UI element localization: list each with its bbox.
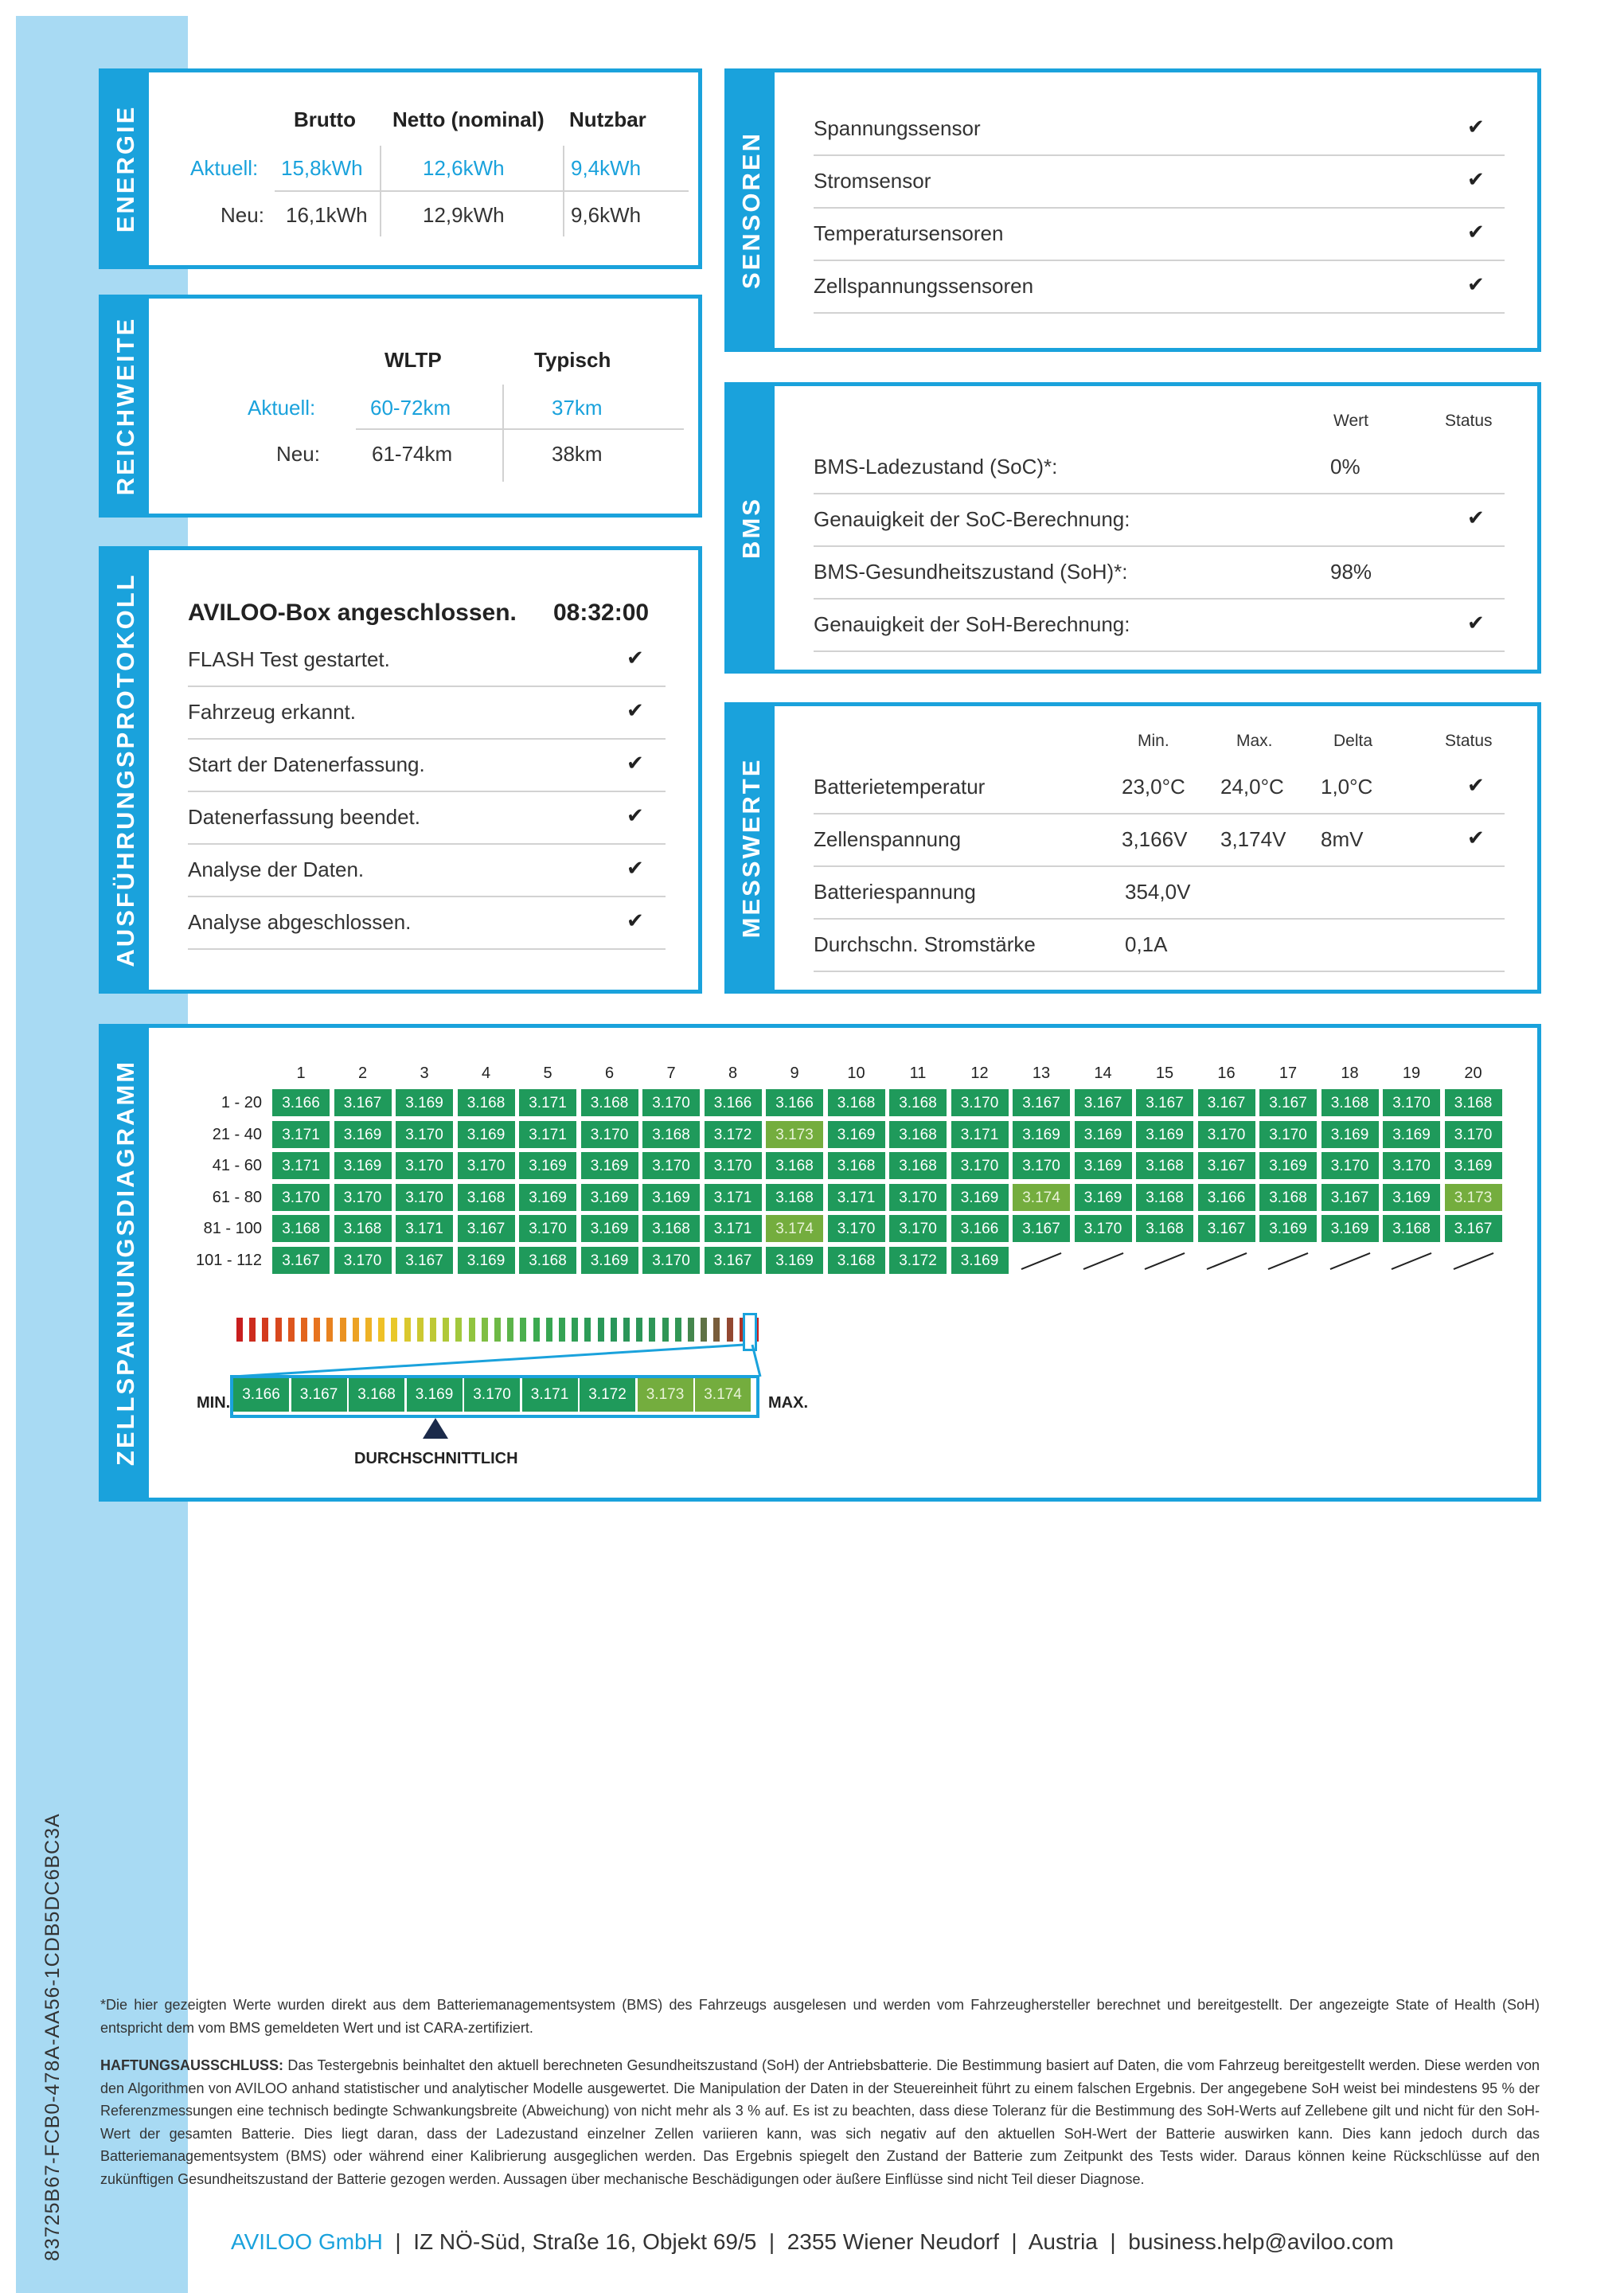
voltage-cell: 3.170 [1321, 1151, 1380, 1180]
row-divider [814, 493, 1505, 494]
empty-cell-mark [1206, 1252, 1247, 1269]
voltage-cell: 3.170 [1444, 1120, 1503, 1149]
voltage-cell: 3.168 [457, 1088, 516, 1117]
empty-cell-mark [1145, 1252, 1185, 1269]
voltage-cell: 3.169 [642, 1183, 701, 1212]
sensoren-title: SENSOREN [737, 131, 765, 289]
voltage-cell: 3.168 [827, 1151, 886, 1180]
voltage-cell: 3.170 [951, 1088, 1009, 1117]
check-icon: ✔ [1467, 826, 1485, 850]
voltage-cell: 3.169 [765, 1246, 824, 1275]
protokoll-item: FLASH Test gestartet. [188, 647, 390, 671]
messwerte-col-max: Max. [1236, 732, 1273, 750]
protokoll-item: Fahrzeug erkannt. [188, 700, 357, 724]
bms-title: BMS [737, 497, 765, 559]
voltage-cell: 3.167 [1012, 1214, 1071, 1243]
voltage-cell: 3.170 [334, 1183, 392, 1212]
voltage-cell: 3.168 [457, 1183, 516, 1212]
energie-aktuell-label: Aktuell: [190, 156, 259, 180]
sensor-item: Temperatursensoren [814, 221, 1004, 245]
voltage-cell: 3.170 [395, 1120, 454, 1149]
check-icon: ✔ [627, 908, 644, 932]
row-divider [814, 312, 1505, 314]
voltage-cell: 3.170 [334, 1246, 392, 1275]
grid-col-header: 13 [1032, 1064, 1051, 1082]
voltage-cell: 3.171 [704, 1214, 763, 1243]
voltage-cell: 3.170 [1259, 1120, 1318, 1149]
row-divider [814, 545, 1505, 547]
average-marker-icon [420, 1416, 451, 1440]
diagramm-tab [103, 1028, 149, 1498]
row-divider [188, 791, 666, 792]
scale-divider [405, 1378, 407, 1412]
voltage-cell: 3.167 [1444, 1214, 1503, 1243]
grid-col-header: 11 [909, 1064, 927, 1082]
reichweite-aktuell-label: Aktuell: [248, 396, 316, 420]
voltage-cell: 3.169 [457, 1246, 516, 1275]
voltage-cell: 3.170 [642, 1246, 701, 1275]
voltage-cell: 3.170 [518, 1214, 577, 1243]
energie-col-divider [380, 146, 381, 236]
check-icon: ✔ [627, 856, 644, 880]
empty-cell-mark [1453, 1252, 1493, 1269]
voltage-cell: 3.168 [1444, 1088, 1503, 1117]
check-icon: ✔ [1467, 506, 1485, 529]
energie-row-divider [275, 190, 689, 192]
messwert-row-label: Zellenspannung [814, 827, 962, 851]
row-divider [814, 971, 1505, 972]
messwert-row-label: Batterietemperatur [814, 775, 986, 799]
voltage-cell: 3.170 [888, 1214, 947, 1243]
grid-col-header: 1 [296, 1064, 306, 1082]
grid-col-header: 16 [1217, 1064, 1236, 1082]
energie-aktuell-brutto: 15,8kWh [281, 156, 363, 180]
voltage-cell: 3.170 [827, 1214, 886, 1243]
bms-col-wert: Wert [1333, 412, 1368, 430]
voltage-cell: 3.168 [642, 1120, 701, 1149]
check-icon: ✔ [1467, 272, 1485, 296]
scale-cell: 3.174 [695, 1378, 751, 1412]
footer-company: AVILOO GmbH [231, 2229, 383, 2254]
voltage-cell: 3.169 [951, 1246, 1009, 1275]
energie-neu-label: Neu: [221, 203, 264, 227]
voltage-cell: 3.168 [765, 1151, 824, 1180]
row-divider [188, 843, 666, 845]
scale-cell: 3.171 [522, 1378, 578, 1412]
voltage-cell: 3.169 [1382, 1183, 1441, 1212]
voltage-cell: 3.170 [395, 1183, 454, 1212]
protokoll-item: Start der Datenerfassung. [188, 752, 425, 776]
bms-row-label: Genauigkeit der SoC-Berechnung: [814, 507, 1130, 531]
grid-col-header: 5 [543, 1064, 552, 1082]
protokoll-item: Datenerfassung beendet. [188, 805, 420, 829]
voltage-cell: 3.167 [1012, 1088, 1071, 1117]
voltage-cell: 3.167 [704, 1246, 763, 1275]
voltage-cell: 3.169 [827, 1120, 886, 1149]
voltage-cell: 3.169 [1012, 1120, 1071, 1149]
reichweite-header-typisch: Typisch [534, 348, 611, 372]
voltage-cell: 3.168 [827, 1246, 886, 1275]
voltage-cell: 3.168 [642, 1214, 701, 1243]
protokoll-tab [103, 550, 149, 990]
voltage-cell: 3.167 [334, 1088, 392, 1117]
reichweite-title: REICHWEITE [111, 316, 139, 496]
voltage-cell: 3.167 [1197, 1088, 1256, 1117]
grid-row-label: 41 - 60 [212, 1157, 262, 1174]
voltage-cell: 3.169 [457, 1120, 516, 1149]
check-icon: ✔ [1467, 611, 1485, 635]
grid-row-label: 101 - 112 [195, 1251, 262, 1269]
messwerte-col-min: Min. [1138, 732, 1169, 750]
energie-title: ENERGIE [111, 104, 139, 233]
connector-line [233, 1345, 744, 1377]
voltage-cell: 3.167 [1135, 1088, 1194, 1117]
grid-col-header: 2 [357, 1064, 368, 1082]
voltage-cell: 3.166 [765, 1088, 824, 1117]
grid-col-header: 8 [728, 1064, 738, 1082]
voltage-cell: 3.168 [1135, 1214, 1194, 1243]
check-icon: ✔ [627, 803, 644, 827]
voltage-cell: 3.168 [888, 1151, 947, 1180]
voltage-cell: 3.169 [334, 1120, 392, 1149]
check-icon: ✔ [1467, 220, 1485, 244]
scale-divider [463, 1378, 464, 1412]
document-id: 83725B67-FCB0-478A-AA56-1CDB5DC6BC3A [41, 1813, 64, 2261]
voltage-cell: 3.170 [1197, 1120, 1256, 1149]
voltage-cell: 3.167 [1321, 1183, 1380, 1212]
protokoll-time: 08:32:00 [553, 600, 650, 626]
voltage-cell: 3.169 [518, 1151, 577, 1180]
disclaimer-label: HAFTUNGSAUSSCHLUSS: [100, 2057, 284, 2073]
reichweite-row-divider [356, 428, 684, 430]
grid-row-label: 61 - 80 [212, 1188, 262, 1206]
voltage-cell: 3.171 [704, 1183, 763, 1212]
scale-cell: 3.167 [291, 1378, 347, 1412]
messwerte-tab [728, 706, 775, 990]
voltage-cell: 3.170 [704, 1151, 763, 1180]
voltage-cell: 3.166 [704, 1088, 763, 1117]
scale-cell: 3.166 [233, 1378, 289, 1412]
grid-col-header: 9 [790, 1064, 799, 1082]
energie-aktuell-nutzbar: 9,4kWh [571, 156, 642, 180]
voltage-cell: 3.168 [1382, 1214, 1441, 1243]
grid-col-header: 15 [1155, 1064, 1174, 1082]
grid-col-header: 10 [847, 1064, 865, 1082]
voltage-cell: 3.170 [1074, 1214, 1133, 1243]
grid-col-header: 3 [420, 1064, 429, 1082]
bms-row-value: 98% [1330, 560, 1372, 584]
messwert-min: 354,0V [1125, 880, 1191, 904]
reichweite-neu-wltp: 61-74km [372, 442, 453, 466]
grid-row-label: 1 - 20 [221, 1094, 262, 1111]
voltage-cell: 3.167 [1074, 1088, 1133, 1117]
voltage-cell: 3.171 [518, 1088, 577, 1117]
voltage-cell: 3.170 [951, 1151, 1009, 1180]
empty-cell-mark [1021, 1252, 1062, 1269]
row-divider [188, 896, 666, 897]
protokoll-title: AUSFÜHRUNGSPROTOKOLL [111, 572, 139, 967]
row-divider [814, 260, 1505, 261]
voltage-cell: 3.169 [1259, 1151, 1318, 1180]
sensoren-panel [724, 68, 1541, 352]
diagramm-title: ZELLSPANNUNGSDIAGRAMM [111, 1059, 139, 1467]
reichweite-neu-typisch: 38km [552, 442, 603, 466]
energie-header-nutzbar: Nutzbar [569, 107, 646, 131]
protokoll-heading: AVILOO-Box angeschlossen. [188, 600, 517, 626]
voltage-cell: 3.167 [271, 1246, 330, 1275]
row-divider [188, 948, 666, 950]
energie-aktuell-netto: 12,6kWh [423, 156, 505, 180]
empty-cell-mark [1083, 1252, 1123, 1269]
messwert-row-label: Batteriespannung [814, 880, 976, 904]
row-divider [814, 865, 1505, 867]
voltage-cell: 3.168 [334, 1214, 392, 1243]
voltage-cell: 3.168 [518, 1246, 577, 1275]
grid-col-header: 4 [481, 1064, 491, 1082]
voltage-cell: 3.170 [888, 1183, 947, 1212]
bms-row-value: 0% [1330, 455, 1360, 479]
reichweite-panel [99, 295, 702, 518]
energie-tab [103, 72, 149, 265]
voltage-cell: 3.169 [518, 1183, 577, 1212]
voltage-cell: 3.169 [1074, 1151, 1133, 1180]
sensor-item: Zellspannungssensoren [814, 274, 1034, 298]
voltage-cell: 3.169 [580, 1246, 639, 1275]
voltage-cell: 3.169 [580, 1151, 639, 1180]
row-divider [188, 738, 666, 740]
voltage-cell: 3.171 [518, 1120, 577, 1149]
voltage-cell: 3.170 [1382, 1088, 1441, 1117]
voltage-cell: 3.168 [1259, 1183, 1318, 1212]
voltage-cell: 3.170 [271, 1183, 330, 1212]
check-icon: ✔ [627, 698, 644, 722]
voltage-cell: 3.172 [888, 1246, 947, 1275]
voltage-cell: 3.169 [334, 1151, 392, 1180]
bms-col-status: Status [1445, 412, 1493, 430]
messwert-min: 0,1A [1125, 932, 1168, 956]
messwert-row-label: Durchschn. Stromstärke [814, 932, 1036, 956]
sensoren-tab [728, 72, 775, 348]
grid-col-header: 17 [1279, 1064, 1298, 1082]
row-divider [814, 598, 1505, 600]
check-icon: ✔ [1467, 167, 1485, 191]
energie-neu-nutzbar: 9,6kWh [571, 203, 642, 227]
disclaimer-text: Das Testergebnis beinhaltet den aktuell berechneten Gesundheitszustand (SoH) der Antriebsbatterie. Die Bestimmung basiert auf Daten, die vom Fahrzeug bereitgestellt werden. Diese werden von den Algorithmen von AVILOO anhand statistischer und analytischer Modelle ausgewertet. Die Manipulation der Daten in der Steuereinheit führt zu einem falschen Ergebnis. Der angegebene SoH weist bei mindestens 95 % der Referenzmessungen eine technisch bedingte Schwankungsbreite (Abweichung) von nicht mehr als 3 % auf. Es ist zu beachten, dass diese Toleranz für die Bestimmung des SoH-Werts auf Zellebene gilt und nicht für den SoH-Wert der gesamten Batterie. Dies liegt daran, dass der Ladezustand einzelner Zellen variieren kann, was sich negativ auf den aktuellen SoH-Wert der Batterie auswirken kann. Dies kann jedoch durch das Batteriemanagementsystem (BMS) oder während einer Kalibrierung ausgeglichen werden. Das Ergebnis spiegelt den Zustand der Batterie zum Zeitpunkt des Tests wider. Daraus können keine Rückschlüsse auf den zukünftigen Gesundheitszustand der Batterie gezogen werden. Aussagen über mechanische Beschädigungen oder äußere Einflüsse sind nicht Teil dieser Diagnose. [100, 2057, 1540, 2187]
energie-header-netto: Netto (nominal) [392, 107, 545, 131]
scale-divider [347, 1378, 349, 1412]
diagramm-panel [99, 1024, 1541, 1502]
scale-divider [521, 1378, 522, 1412]
voltage-cell: 3.171 [951, 1120, 1009, 1149]
grid-col-header: 7 [666, 1064, 676, 1082]
grid-col-header: 14 [1094, 1064, 1112, 1082]
messwert-delta: 1,0°C [1321, 775, 1373, 799]
voltage-cell: 3.169 [1382, 1120, 1441, 1149]
voltage-cell: 3.169 [395, 1088, 454, 1117]
voltage-cell: 3.174 [1012, 1183, 1071, 1212]
messwerte-col-status: Status [1445, 732, 1493, 750]
reichweite-col-divider [502, 385, 504, 482]
voltage-cell: 3.169 [1135, 1120, 1194, 1149]
voltage-cell: 3.170 [1382, 1151, 1441, 1180]
scale-max-label: MAX. [768, 1394, 808, 1412]
voltage-cell: 3.169 [1259, 1214, 1318, 1243]
energie-neu-brutto: 16,1kWh [286, 203, 368, 227]
scale-divider [290, 1378, 291, 1412]
voltage-cell: 3.168 [888, 1088, 947, 1117]
voltage-cell: 3.170 [457, 1151, 516, 1180]
scale-divider [693, 1378, 695, 1412]
bms-row-label: BMS-Ladezustand (SoC)*: [814, 455, 1058, 479]
voltage-cell: 3.168 [888, 1120, 947, 1149]
reichweite-neu-label: Neu: [276, 442, 320, 466]
row-divider [814, 207, 1505, 209]
voltage-cell: 3.173 [1444, 1183, 1503, 1212]
footer [231, 2229, 1394, 2255]
grid-col-header: 12 [970, 1064, 989, 1082]
messwert-min: 3,166V [1122, 827, 1188, 851]
footer-address: | IZ NÖ-Süd, Straße 16, Objekt 69/5 | 2355 Wiener Neudorf | Austria | [382, 2229, 1129, 2254]
voltage-cell: 3.167 [1197, 1151, 1256, 1180]
messwerte-col-delta: Delta [1333, 732, 1373, 750]
grid-col-header: 20 [1464, 1064, 1482, 1082]
footnote: *Die hier gezeigten Werte wurden direkt aus dem Batteriemanagementsystem (BMS) des Fahrzeugs ausgelesen und werden vom Fahrzeughersteller berechnet und bereitgestellt. Der angezeigte State of Health (SoH) entspricht dem vom BMS gemeldeten Wert und ist CARA-zertifiziert. [100, 1997, 1540, 2036]
voltage-cell: 3.171 [271, 1120, 330, 1149]
voltage-cell: 3.171 [827, 1183, 886, 1212]
connector-line [752, 1345, 760, 1377]
sensor-item: Stromsensor [814, 169, 931, 193]
scale-cell: 3.172 [580, 1378, 635, 1412]
messwert-max: 24,0°C [1220, 775, 1284, 799]
protokoll-panel [99, 546, 702, 994]
row-divider [814, 650, 1505, 652]
row-divider [814, 813, 1505, 814]
messwert-min: 23,0°C [1122, 775, 1185, 799]
check-icon: ✔ [1467, 115, 1485, 139]
scale-cell: 3.168 [349, 1378, 404, 1412]
scale-cell: 3.170 [464, 1378, 520, 1412]
grid-row-label: 81 - 100 [203, 1220, 262, 1237]
row-divider [814, 918, 1505, 920]
voltage-cell: 3.168 [1135, 1183, 1194, 1212]
disclaimer [100, 2054, 1540, 2190]
protokoll-item: Analyse abgeschlossen. [188, 910, 412, 934]
voltage-cell: 3.167 [457, 1214, 516, 1243]
voltage-cell: 3.168 [765, 1183, 824, 1212]
scale-cell: 3.169 [407, 1378, 463, 1412]
voltage-cell: 3.171 [271, 1151, 330, 1180]
messwerte-title: MESSWERTE [737, 757, 765, 939]
scale-average-label: DURCHSCHNITTLICH [354, 1450, 518, 1467]
sensor-item: Spannungssensor [814, 116, 981, 140]
bms-tab [728, 386, 775, 670]
bms-panel [724, 382, 1541, 674]
voltage-cell: 3.172 [704, 1120, 763, 1149]
reichweite-aktuell-wltp: 60-72km [370, 396, 451, 420]
reichweite-tab [103, 299, 149, 514]
messwert-max: 3,174V [1220, 827, 1286, 851]
voltage-cell: 3.170 [642, 1088, 701, 1117]
voltage-cell: 3.169 [1074, 1183, 1133, 1212]
voltage-cell: 3.166 [1197, 1183, 1256, 1212]
voltage-cell: 3.166 [951, 1214, 1009, 1243]
grid-col-header: 19 [1402, 1064, 1421, 1082]
voltage-cell: 3.168 [580, 1088, 639, 1117]
voltage-cell: 3.169 [1321, 1120, 1380, 1149]
voltage-cell: 3.174 [765, 1214, 824, 1243]
reichweite-aktuell-typisch: 37km [552, 396, 603, 420]
protokoll-item: Analyse der Daten. [188, 857, 365, 881]
energie-neu-netto: 12,9kWh [423, 203, 505, 227]
voltage-cell: 3.168 [1321, 1088, 1380, 1117]
voltage-cell: 3.168 [271, 1214, 330, 1243]
row-divider [814, 154, 1505, 156]
grid-col-header: 6 [604, 1064, 615, 1082]
voltage-cell: 3.170 [642, 1151, 701, 1180]
voltage-cell: 3.166 [271, 1088, 330, 1117]
grid-row-label: 21 - 40 [212, 1125, 262, 1143]
energie-col-divider [563, 146, 564, 236]
voltage-cell: 3.170 [1012, 1151, 1071, 1180]
voltage-cell: 3.167 [1197, 1214, 1256, 1243]
voltage-cell: 3.169 [580, 1183, 639, 1212]
voltage-cell: 3.167 [1259, 1088, 1318, 1117]
empty-cell-mark [1329, 1252, 1370, 1269]
scale-cell: 3.173 [638, 1378, 693, 1412]
empty-cell-mark [1392, 1252, 1432, 1269]
voltage-cell: 3.169 [1074, 1120, 1133, 1149]
bms-row-label: BMS-Gesundheitszustand (SoH)*: [814, 560, 1128, 584]
check-icon: ✔ [1467, 773, 1485, 797]
energie-panel [99, 68, 702, 269]
check-icon: ✔ [627, 646, 644, 670]
voltage-cell: 3.170 [395, 1151, 454, 1180]
voltage-cell: 3.173 [765, 1120, 824, 1149]
voltage-cell: 3.168 [827, 1088, 886, 1117]
scale-divider [636, 1378, 638, 1412]
energie-header-brutto: Brutto [294, 107, 356, 131]
reichweite-header-wltp: WLTP [385, 348, 442, 372]
footer-email[interactable]: business.help@aviloo.com [1128, 2229, 1394, 2254]
empty-cell-mark [1268, 1252, 1309, 1269]
voltage-cell: 3.169 [1444, 1151, 1503, 1180]
voltage-cell: 3.167 [395, 1246, 454, 1275]
voltage-cell: 3.171 [395, 1214, 454, 1243]
voltage-cell: 3.170 [580, 1120, 639, 1149]
check-icon: ✔ [627, 751, 644, 775]
grid-col-header: 18 [1341, 1064, 1359, 1082]
messwert-delta: 8mV [1321, 827, 1364, 851]
row-divider [188, 686, 666, 687]
voltage-cell: 3.169 [1321, 1214, 1380, 1243]
bms-row-label: Genauigkeit der SoH-Berechnung: [814, 612, 1130, 636]
voltage-cell: 3.168 [1135, 1151, 1194, 1180]
voltage-cell: 3.169 [951, 1183, 1009, 1212]
scale-min-label: MIN. [197, 1394, 231, 1412]
voltage-cell: 3.169 [580, 1214, 639, 1243]
messwerte-panel [724, 702, 1541, 994]
scale-divider [578, 1378, 580, 1412]
